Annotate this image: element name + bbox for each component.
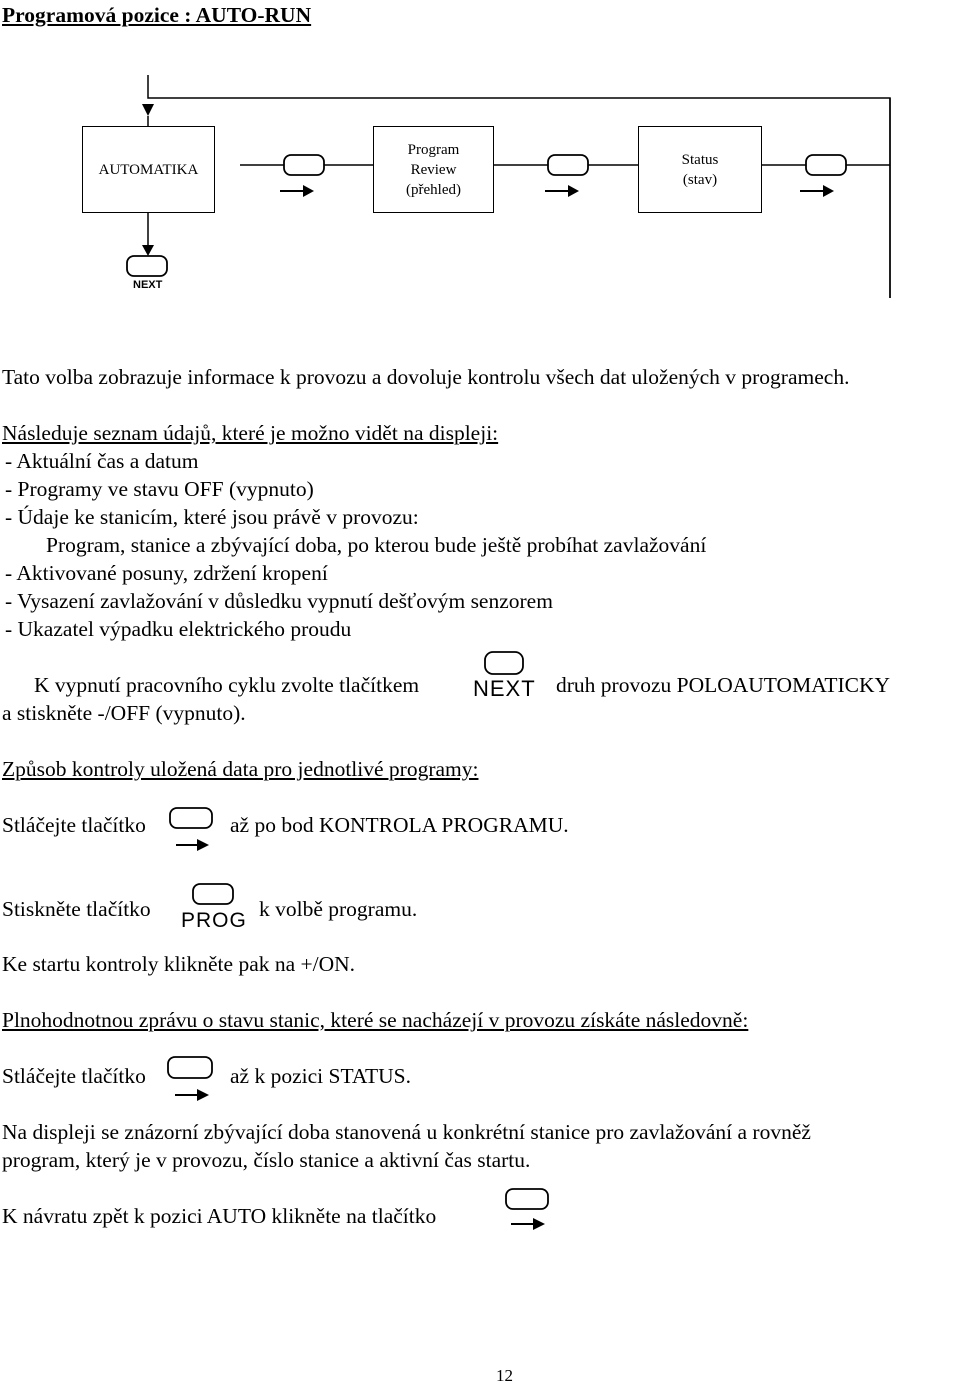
arrow-button-icon (280, 155, 324, 197)
next-para-line-2: a stiskněte -/OFF (vypnuto). (2, 701, 246, 725)
section2-heading: Plnohodnotnou zprávu o stavu stanic, které se nacházejí v provozu získáte následovně: (2, 1008, 749, 1032)
loop-line (148, 75, 890, 298)
section1-step2-a: Stiskněte tlačítko (2, 897, 151, 921)
section1-heading: Způsob kontroly uložená data pro jednotlivé programy: (2, 757, 479, 781)
down-arrow-icon (142, 245, 154, 256)
list-item: - Aktivované posuny, zdržení kropení (5, 561, 328, 585)
next-para-text-1: K vypnutí pracovního cyklu zvolte tlačítkem (34, 673, 420, 697)
automatika-box (82, 126, 215, 213)
loop-arrow-down-icon (142, 104, 154, 116)
arrow-button-icon (506, 1189, 548, 1230)
list-item: Program, stanice a zbývající doba, po kterou bude ještě probíhat zavlažování (46, 533, 707, 557)
section2-step1-a: Stláčejte tlačítko (2, 1064, 146, 1088)
section2-para-line-2: program, který je v provozu, číslo stanice a aktivní čas startu. (2, 1148, 531, 1172)
section2-return-text: K návratu zpět k pozici AUTO klikněte na tlačítko (2, 1204, 437, 1228)
intro-text: Tato volba zobrazuje informace k provozu a dovoluje kontrolu všech dat uložených v programech. (2, 365, 850, 389)
diagram-next-label: NEXT (133, 279, 163, 291)
section2-para-line-1: Na displeji se znázorní zbývající doba stanovená u konkrétní stanice pro zavlažování a rovněž (2, 1120, 811, 1144)
list-item: - Vysazení zavlažování v důsledku vypnutí dešťovým senzorem (5, 589, 553, 613)
next-button-icon (127, 256, 167, 276)
review-line-1: Program (407, 141, 460, 158)
prog-button-label: PROG (181, 909, 247, 932)
arrow-button-icon (168, 1057, 212, 1101)
section1-step1-b: až po bod KONTROLA PROGRAMU. (230, 813, 569, 837)
automatika-label: AUTOMATIKA (98, 161, 199, 178)
program-review-box (373, 126, 494, 213)
section1-step1-a: Stláčejte tlačítko (2, 813, 146, 837)
section1-step2-b: k volbě programu. (259, 897, 418, 921)
review-line-2: Review (410, 161, 457, 178)
section1-step3: Ke startu kontroly klikněte pak na +/ON. (2, 952, 356, 976)
arrow-button-icon (800, 155, 846, 197)
next-button-label: NEXT (473, 676, 536, 701)
next-para-text-2: druh provozu POLOAUTOMATICKY (556, 673, 891, 697)
list-heading: Následuje seznam údajů, které je možno vidět na displeji: (2, 421, 499, 445)
status-line-2: (stav) (682, 171, 718, 188)
page-title: Programová pozice : AUTO-RUN (2, 3, 312, 27)
next-button-icon (485, 652, 523, 674)
review-line-3: (přehled) (406, 181, 461, 198)
page-number: 12 (496, 1366, 513, 1385)
status-line-1: Status (681, 151, 719, 168)
list-item: - Ukazatel výpadku elektrického proudu (5, 617, 352, 641)
arrow-button-icon (545, 155, 588, 197)
status-box (638, 126, 762, 213)
list-item: - Aktuální čas a datum (5, 449, 199, 473)
prog-button-icon (193, 884, 233, 904)
arrow-button-icon (170, 808, 212, 851)
section2-step1-b: až k pozici STATUS. (230, 1064, 411, 1088)
list-item: - Údaje ke stanicím, které jsou právě v provozu: (5, 505, 419, 529)
list-item: - Programy ve stavu OFF (vypnuto) (5, 477, 314, 501)
